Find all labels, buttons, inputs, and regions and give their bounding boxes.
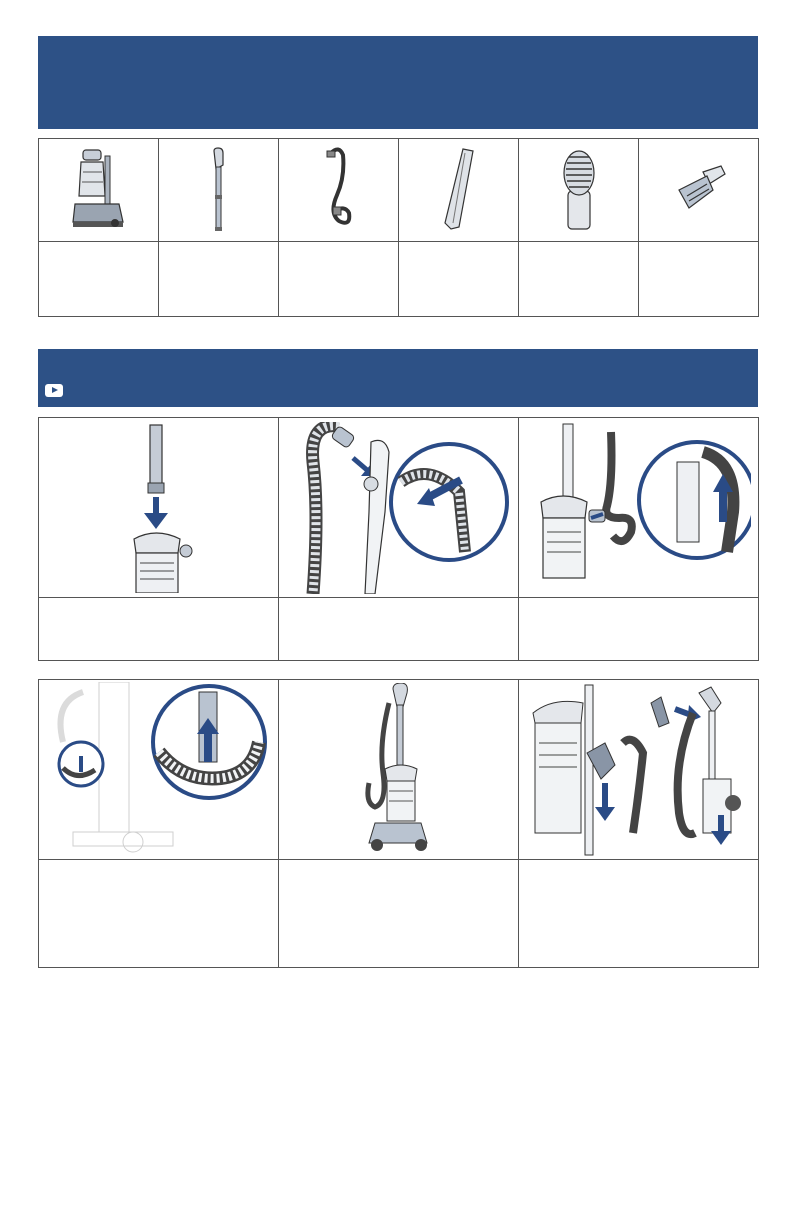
part-label-cell — [279, 242, 399, 317]
part-cell-pet-tool — [639, 139, 759, 242]
step-3-text-cell — [519, 598, 759, 661]
part-label-cell — [39, 242, 159, 317]
crevice-tool-icon — [439, 147, 479, 233]
wand-icon — [204, 147, 234, 233]
part-cell-crevice-tool — [399, 139, 519, 242]
part-label-cell — [159, 242, 279, 317]
step-1-text-cell — [39, 598, 279, 661]
assembly-header-banner — [38, 349, 758, 407]
part-cell-dusting-brush — [519, 139, 639, 242]
connect-hose-to-body-icon — [527, 422, 751, 594]
step-6-image — [519, 680, 759, 860]
step-5-text-cell — [279, 860, 519, 968]
video-play-icon[interactable] — [45, 384, 63, 397]
clip-hose-icon — [43, 682, 275, 858]
step-2-text-cell — [279, 598, 519, 661]
assembly-steps-row-1 — [38, 417, 759, 661]
step-4-image — [39, 680, 279, 860]
upright-vacuum-icon — [69, 148, 129, 232]
attach-hose-to-handle-icon — [289, 422, 509, 594]
part-cell-hose — [279, 139, 399, 242]
pet-tool-icon — [669, 160, 729, 220]
step-1-image — [39, 418, 279, 598]
insert-handle-icon — [104, 423, 214, 593]
parts-table — [38, 138, 759, 317]
dusting-brush-icon — [554, 147, 604, 233]
step-6-text-cell — [519, 860, 759, 968]
step-5-image — [279, 680, 519, 860]
part-label-cell — [639, 242, 759, 317]
assembled-vacuum-icon — [349, 683, 449, 857]
contents-header-banner — [38, 36, 758, 129]
step-4-text-cell — [39, 860, 279, 968]
step-3-image — [519, 418, 759, 598]
part-label-cell — [399, 242, 519, 317]
part-cell-vacuum — [39, 139, 159, 242]
part-label-cell — [519, 242, 639, 317]
assembly-steps-row-2 — [38, 679, 759, 968]
part-cell-wand — [159, 139, 279, 242]
store-tools-icon — [523, 683, 755, 857]
hose-icon — [319, 147, 359, 233]
step-2-image — [279, 418, 519, 598]
